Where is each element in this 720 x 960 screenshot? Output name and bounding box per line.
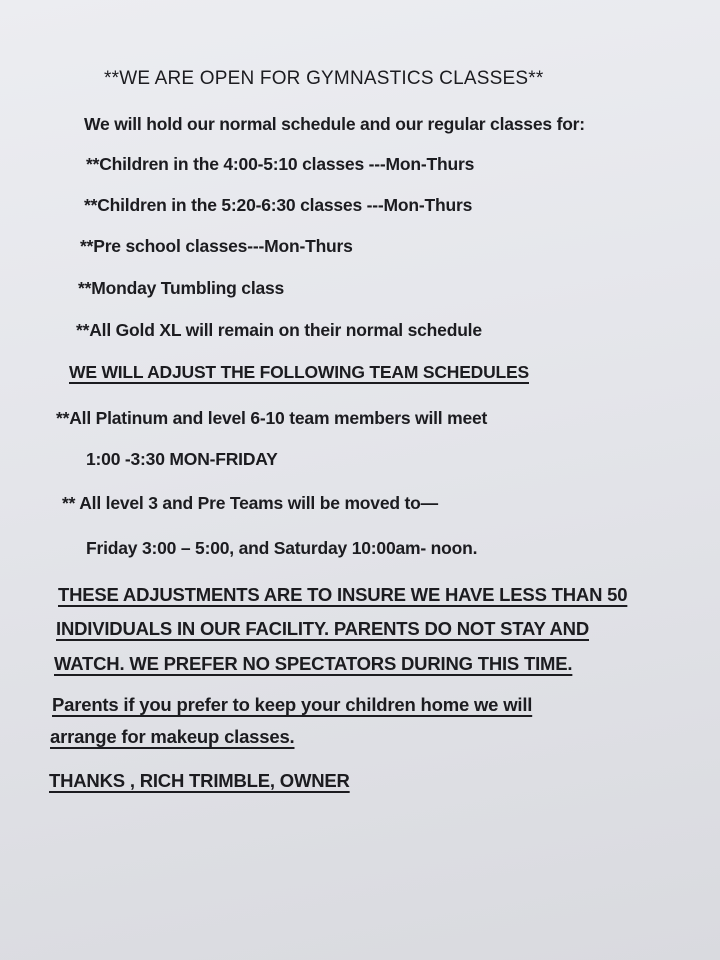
- adjustment-time: Friday 3:00 – 5:00, and Saturday 10:00am- noon.: [86, 538, 478, 558]
- makeup-line: Parents if you prefer to keep your children home we will: [52, 694, 533, 715]
- adjust-heading: WE WILL ADJUST THE FOLLOWING TEAM SCHEDULES: [69, 362, 529, 382]
- class-item: **Children in the 4:00-5:10 classes ---Mon-Thurs: [86, 154, 475, 174]
- class-item: **Pre school classes---Mon-Thurs: [80, 236, 353, 256]
- class-item: **All Gold XL will remain on their normal schedule: [76, 320, 482, 340]
- intro-text: We will hold our normal schedule and our regular classes for:: [84, 114, 585, 134]
- adjustment-time: 1:00 -3:30 MON-FRIDAY: [86, 449, 278, 469]
- makeup-line: arrange for makeup classes.: [50, 726, 295, 747]
- warning-line: THESE ADJUSTMENTS ARE TO INSURE WE HAVE LESS THAN 50: [58, 584, 628, 605]
- signature: THANKS , RICH TRIMBLE, OWNER: [49, 770, 350, 791]
- warning-line: WATCH. WE PREFER NO SPECTATORS DURING THIS TIME.: [54, 653, 573, 674]
- notice-title: **WE ARE OPEN FOR GYMNASTICS CLASSES**: [104, 68, 544, 89]
- class-item: **Monday Tumbling class: [78, 278, 285, 298]
- warning-line: INDIVIDUALS IN OUR FACILITY. PARENTS DO NOT STAY AND: [56, 618, 589, 639]
- adjustment-item: **All Platinum and level 6-10 team members will meet: [56, 408, 488, 428]
- class-item: **Children in the 5:20-6:30 classes ---Mon-Thurs: [84, 195, 473, 215]
- adjustment-item: ** All level 3 and Pre Teams will be moved to—: [62, 493, 438, 513]
